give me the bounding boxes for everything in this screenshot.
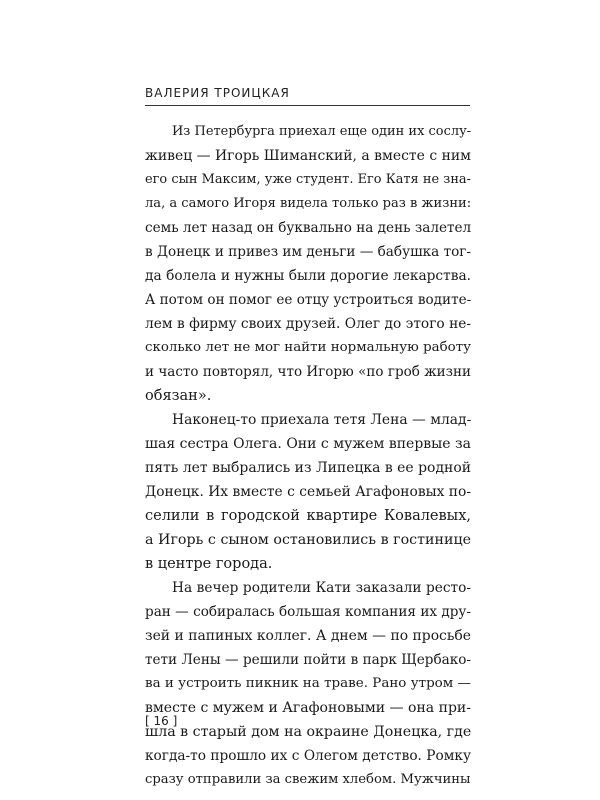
text-line: зей и папиных коллег. А днем — по просьбе (145, 628, 471, 644)
text-line: ва и устроить пикник на траве. Рано утром — (145, 676, 471, 691)
text-line: лем в фирму своих друзей. Олег до этого не- (145, 316, 471, 332)
text-line: в центре города. (145, 556, 273, 572)
page-number: [ 16 ] (145, 714, 178, 728)
text-line: да болела и нужны были дорогие лекарства. (145, 268, 471, 284)
header-rule (145, 105, 470, 106)
text-line: вместе с мужем и Агафоновыми — она при- (145, 700, 471, 716)
text-line: пять лет выбрались из Липецка в ее родной (145, 460, 471, 476)
text-line: когда-то прошло их с Олегом детство. Ромку (145, 748, 471, 764)
text-line: сразу отправили за свежим хлебом. Мужчины (145, 772, 471, 787)
text-line: Донецк. Их вместе с семьей Агафоновых по- (145, 484, 471, 500)
text-line: и часто повторял, что Игорю «по гроб жизни (145, 364, 471, 380)
paragraph (145, 576, 471, 792)
text-line: его сын Максим, уже студент. Его Катя не зна- (145, 172, 471, 187)
paragraph (145, 408, 471, 576)
text-line: На вечер родители Кати заказали рестo- (172, 580, 471, 596)
text-line: а Игорь с сыном остановились в гостинице (145, 532, 471, 548)
body-text (145, 120, 471, 792)
text-line: ран — собиралась большая компания их дру- (145, 604, 471, 620)
text-line: шая сестра Олега. Они с мужем впервые за (145, 436, 471, 452)
text-line: ла, а самого Игоря видела только раз в жизни: (145, 196, 472, 211)
text-line: селили в городской квартире Ковалевых, (145, 508, 471, 524)
text-line: Наконец-то приехала тетя Лена — млад- (172, 412, 472, 428)
text-line: тети Лены — решили пойти в парк Щербако- (145, 652, 471, 668)
paragraph (145, 120, 471, 408)
text-line: Из Петербурга приехал еще один их сослу- (172, 124, 472, 139)
text-line: А потом он помог ее отцу устроиться водите- (145, 292, 472, 308)
text-line: семь лет назад он буквально на день залетел (145, 220, 472, 236)
text-line: шла в старый дом на окраине Донецка, где (145, 724, 472, 740)
text-line: в Донецк и привез им деньги — бабушка тог- (145, 244, 471, 260)
text-line: сколько лет не мог найти нормальную работу (145, 340, 471, 355)
running-head-author: ВАЛЕРИЯ ТРОИЦКАЯ (145, 86, 290, 100)
text-line: обязан». (145, 388, 212, 404)
text-line: живец — Игорь Шиманский, а вместе с ним (145, 148, 471, 164)
